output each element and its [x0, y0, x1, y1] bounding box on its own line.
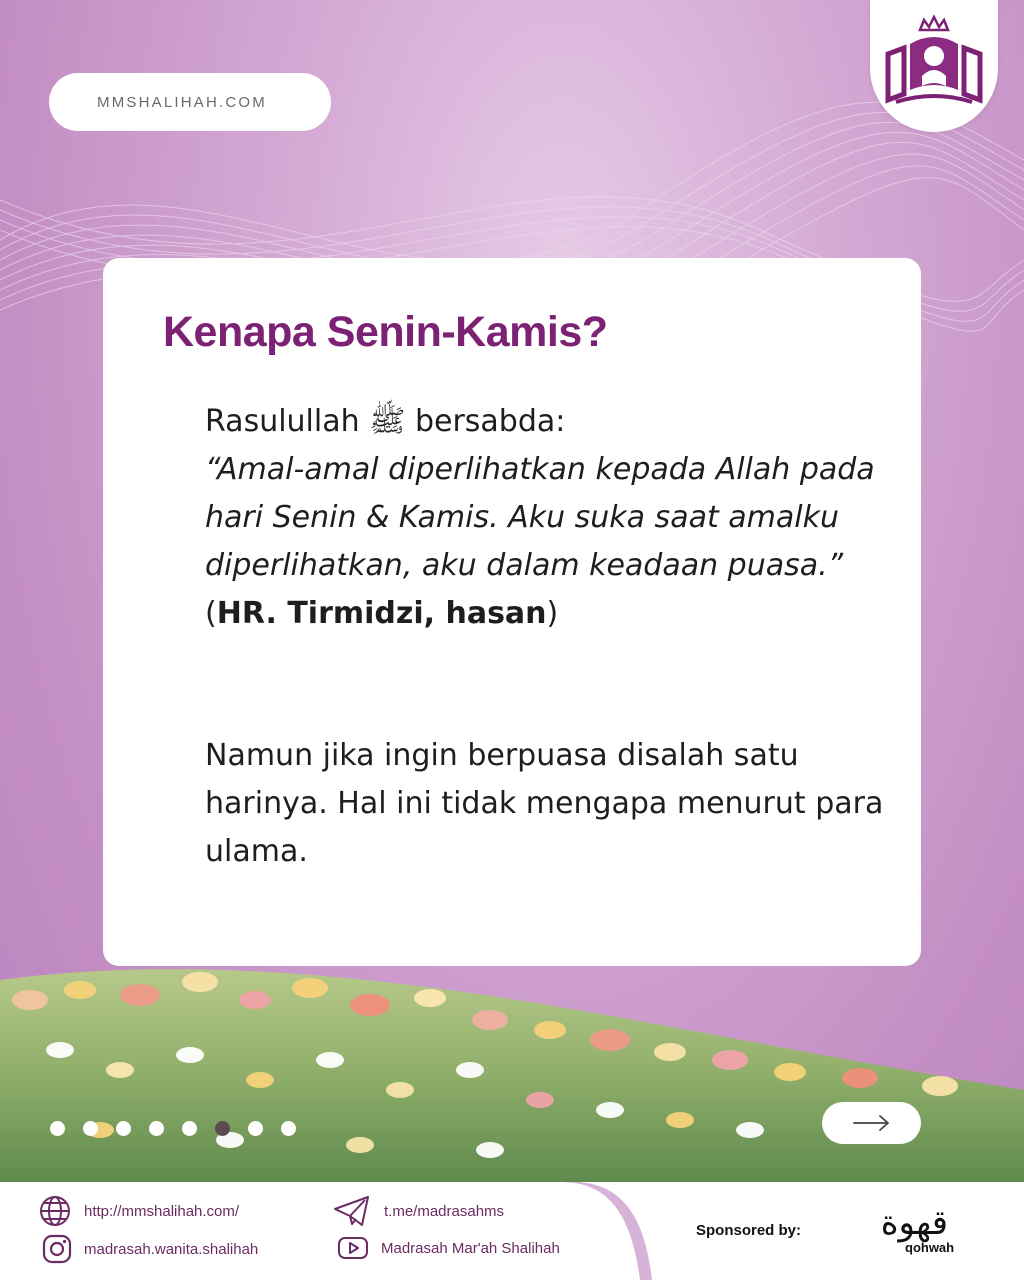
globe-icon	[38, 1194, 72, 1228]
card-title: Kenapa Senin-Kamis?	[163, 308, 608, 356]
next-slide-button[interactable]	[822, 1102, 921, 1144]
qohwah-arabic-wordmark: قهوة	[880, 1203, 948, 1243]
carousel-dot[interactable]	[182, 1121, 197, 1136]
carousel-dot[interactable]	[149, 1121, 164, 1136]
flower-garden-illustration	[0, 960, 1024, 1182]
carousel-dot[interactable]	[281, 1121, 296, 1136]
footer	[0, 1182, 1024, 1280]
sponsor-label: Sponsored by:	[696, 1222, 802, 1239]
footer-telegram-label: t.me/madrasahms	[384, 1202, 505, 1220]
footer-instagram[interactable]	[42, 1234, 258, 1264]
carousel-dot[interactable]	[116, 1121, 131, 1136]
footer-instagram-label: madrasah.wanita.shalihah	[84, 1240, 259, 1258]
hadith-quote: “Amal-amal diperlihatkan kepada Allah pada hari Senin & Kamis. Aku suka saat amalku diperlihatkan, aku dalam keadaan puasa.”	[205, 452, 875, 583]
carousel-dot[interactable]	[50, 1121, 65, 1136]
website-pill-label: MMSHALIHAH.COM	[97, 93, 267, 111]
carousel-dot-active[interactable]	[215, 1121, 230, 1136]
hadith-reference-source: HR. Tirmidzi, hasan	[216, 596, 547, 631]
footer-telegram[interactable]	[332, 1194, 504, 1228]
carousel-indicators	[50, 1121, 296, 1136]
content-card	[103, 258, 921, 966]
footer-youtube-label: Madrasah Mar'ah Shalihah	[381, 1239, 560, 1257]
footer-website[interactable]	[38, 1194, 239, 1228]
madrasah-logo[interactable]	[870, 0, 998, 132]
footer-youtube[interactable]	[337, 1234, 560, 1262]
crown-book-logo-icon	[882, 14, 986, 110]
youtube-icon	[337, 1234, 369, 1262]
body-paragraph: Namun jika ingin berpuasa disalah satu harinya. Hal ini tidak mengapa menurut para ulama.	[205, 738, 884, 869]
arrow-right-icon	[852, 1113, 892, 1133]
website-pill[interactable]	[49, 73, 331, 131]
carousel-dot[interactable]	[248, 1121, 263, 1136]
instagram-icon	[42, 1234, 72, 1264]
qohwah-logo	[836, 1196, 956, 1246]
footer-website-label: http://mmshalihah.com/	[84, 1202, 240, 1220]
hadith-paragraph	[205, 398, 895, 638]
footer-swoosh-decoration	[560, 1182, 680, 1280]
hadith-intro: Rasulullah ﷺ bersabda:	[205, 404, 566, 439]
carousel-dot[interactable]	[83, 1121, 98, 1136]
telegram-icon	[332, 1194, 372, 1228]
hadith-reference: (HR. Tirmidzi, hasan)	[205, 596, 559, 631]
sponsor-name: qohwah	[905, 1240, 955, 1255]
